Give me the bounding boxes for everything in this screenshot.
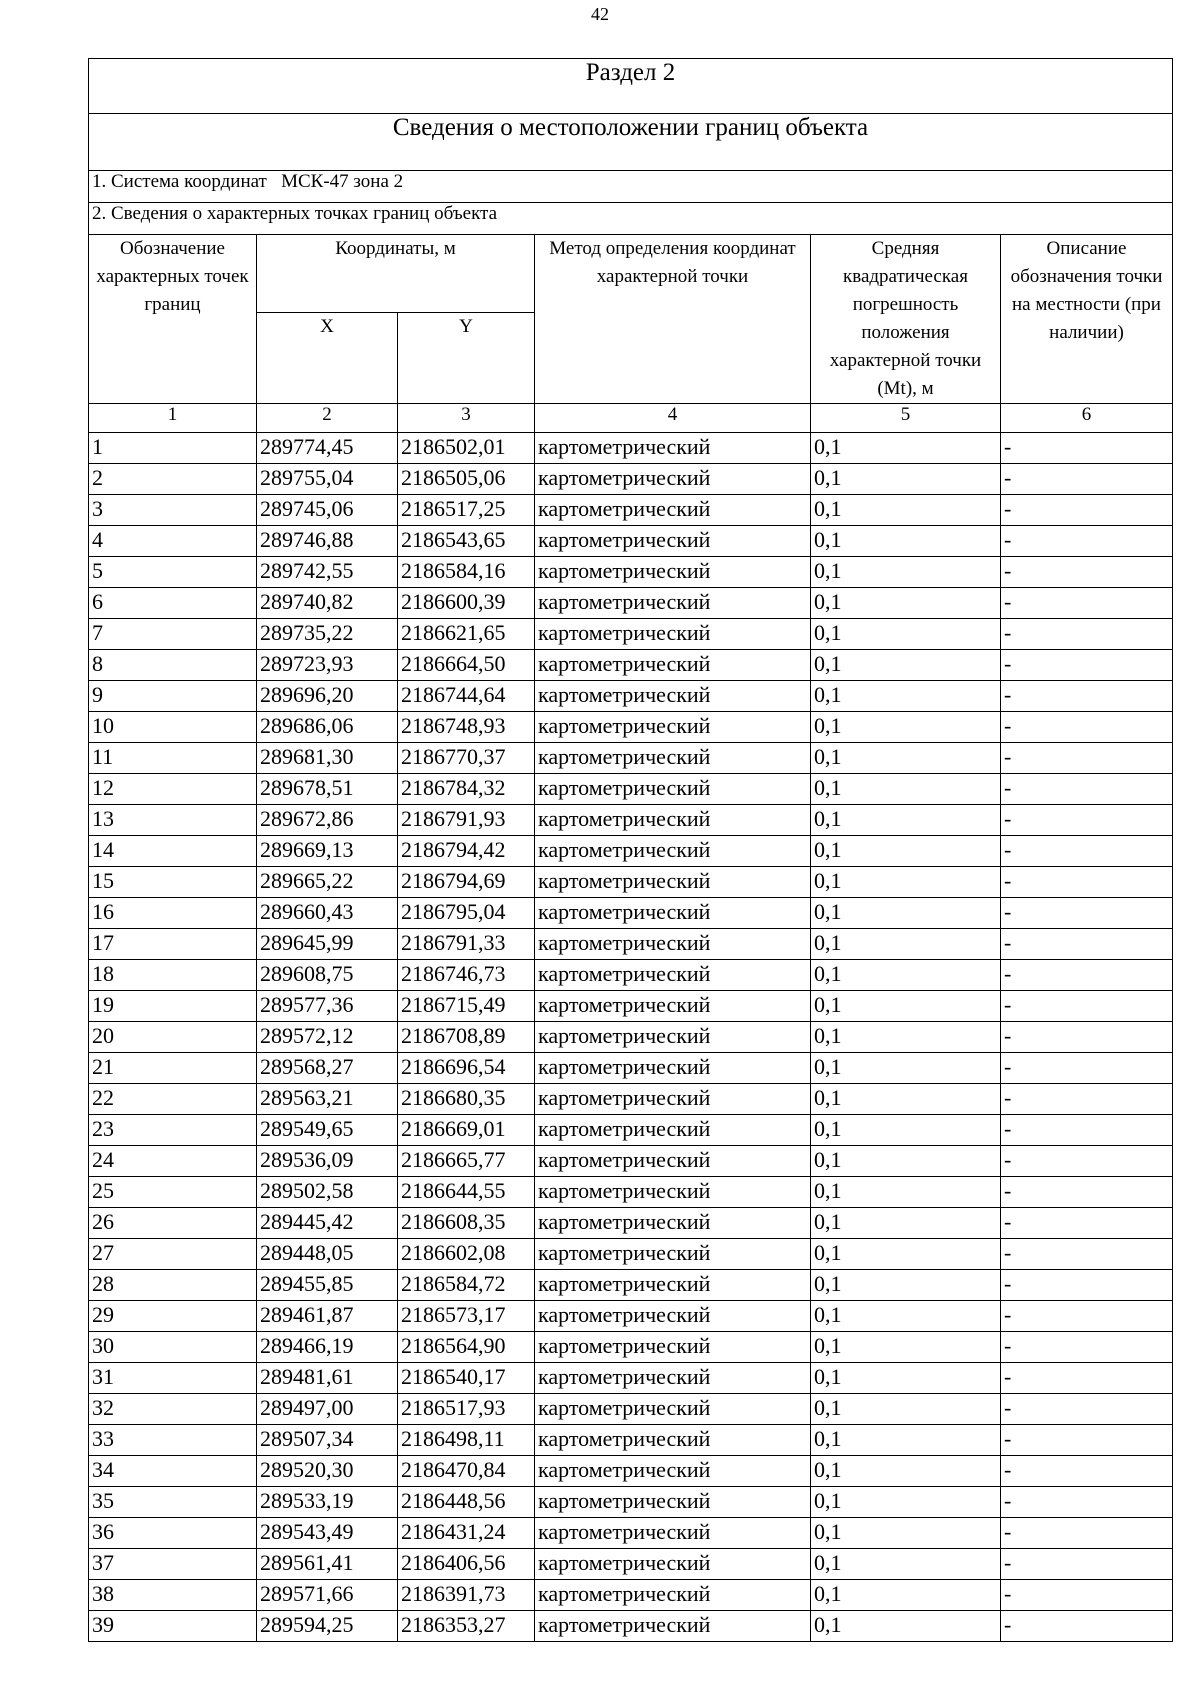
description-cell: -	[1001, 1084, 1173, 1115]
point-id-cell: 1	[89, 433, 257, 464]
point-id-cell: 9	[89, 681, 257, 712]
table-row	[89, 1177, 1173, 1208]
x-coordinate-cell: 289466,19	[257, 1332, 398, 1363]
error-cell: 0,1	[811, 1518, 1001, 1549]
error-cell: 0,1	[811, 1084, 1001, 1115]
column-number: 1	[89, 404, 257, 433]
method-cell: картометрический	[535, 681, 811, 712]
table-row	[89, 588, 1173, 619]
error-cell: 0,1	[811, 774, 1001, 805]
coordinate-system-line: 1. Система координат МСК-47 зона 2	[89, 171, 1173, 203]
table-row	[89, 1301, 1173, 1332]
x-coordinate-cell: 289572,12	[257, 1022, 398, 1053]
x-coordinate-cell: 289742,55	[257, 557, 398, 588]
x-coordinate-cell: 289455,85	[257, 1270, 398, 1301]
point-id-cell: 12	[89, 774, 257, 805]
x-coordinate-cell: 289549,65	[257, 1115, 398, 1146]
method-cell: картометрический	[535, 1301, 811, 1332]
y-coordinate-cell: 2186784,32	[398, 774, 535, 805]
error-cell: 0,1	[811, 1425, 1001, 1456]
y-coordinate-cell: 2186794,69	[398, 867, 535, 898]
description-cell: -	[1001, 836, 1173, 867]
error-cell: 0,1	[811, 557, 1001, 588]
table-row	[89, 960, 1173, 991]
y-coordinate-cell: 2186744,64	[398, 681, 535, 712]
description-cell: -	[1001, 1022, 1173, 1053]
description-cell: -	[1001, 712, 1173, 743]
description-cell: -	[1001, 1270, 1173, 1301]
table-row	[89, 1487, 1173, 1518]
error-cell: 0,1	[811, 1363, 1001, 1394]
method-cell: картометрический	[535, 1146, 811, 1177]
x-coordinate-cell: 289774,45	[257, 433, 398, 464]
table-row	[89, 1208, 1173, 1239]
point-id-cell: 30	[89, 1332, 257, 1363]
method-cell: картометрический	[535, 495, 811, 526]
point-id-cell: 29	[89, 1301, 257, 1332]
point-id-cell: 37	[89, 1549, 257, 1580]
y-coordinate-cell: 2186353,27	[398, 1611, 535, 1642]
header-method: Метод определения координат характерной точки	[535, 235, 811, 404]
table-row	[89, 774, 1173, 805]
description-cell: -	[1001, 960, 1173, 991]
description-cell: -	[1001, 495, 1173, 526]
y-coordinate-cell: 2186664,50	[398, 650, 535, 681]
y-coordinate-cell: 2186391,73	[398, 1580, 535, 1611]
method-cell: картометрический	[535, 1456, 811, 1487]
error-cell: 0,1	[811, 1177, 1001, 1208]
description-cell: -	[1001, 1394, 1173, 1425]
x-coordinate-cell: 289745,06	[257, 495, 398, 526]
y-coordinate-cell: 2186406,56	[398, 1549, 535, 1580]
y-coordinate-cell: 2186644,55	[398, 1177, 535, 1208]
description-cell: -	[1001, 1549, 1173, 1580]
y-coordinate-cell: 2186498,11	[398, 1425, 535, 1456]
y-coordinate-cell: 2186770,37	[398, 743, 535, 774]
y-coordinate-cell: 2186621,65	[398, 619, 535, 650]
method-cell: картометрический	[535, 1611, 811, 1642]
column-number: 5	[811, 404, 1001, 433]
x-coordinate-cell: 289543,49	[257, 1518, 398, 1549]
table-row	[89, 1394, 1173, 1425]
method-cell: картометрический	[535, 991, 811, 1022]
y-coordinate-cell: 2186470,84	[398, 1456, 535, 1487]
section-subtitle: Сведения о местоположении границ объекта	[89, 114, 1173, 171]
y-coordinate-cell: 2186680,35	[398, 1084, 535, 1115]
y-coordinate-cell: 2186573,17	[398, 1301, 535, 1332]
error-cell: 0,1	[811, 743, 1001, 774]
y-coordinate-cell: 2186600,39	[398, 588, 535, 619]
point-id-cell: 11	[89, 743, 257, 774]
error-cell: 0,1	[811, 619, 1001, 650]
y-coordinate-cell: 2186505,06	[398, 464, 535, 495]
x-coordinate-cell: 289571,66	[257, 1580, 398, 1611]
description-cell: -	[1001, 464, 1173, 495]
error-cell: 0,1	[811, 1394, 1001, 1425]
method-cell: картометрический	[535, 1022, 811, 1053]
point-id-cell: 6	[89, 588, 257, 619]
description-cell: -	[1001, 1146, 1173, 1177]
table-row	[89, 1270, 1173, 1301]
description-cell: -	[1001, 1611, 1173, 1642]
method-cell: картометрический	[535, 1580, 811, 1611]
x-coordinate-cell: 289461,87	[257, 1301, 398, 1332]
method-cell: картометрический	[535, 1177, 811, 1208]
table-row	[89, 1611, 1173, 1642]
y-coordinate-cell: 2186540,17	[398, 1363, 535, 1394]
table-row	[89, 557, 1173, 588]
point-id-cell: 7	[89, 619, 257, 650]
table-row	[89, 1549, 1173, 1580]
table-row	[89, 526, 1173, 557]
y-coordinate-cell: 2186517,93	[398, 1394, 535, 1425]
description-cell: -	[1001, 867, 1173, 898]
error-cell: 0,1	[811, 1332, 1001, 1363]
table-row	[89, 464, 1173, 495]
x-coordinate-cell: 289678,51	[257, 774, 398, 805]
header-x: X	[257, 312, 398, 403]
y-coordinate-cell: 2186517,25	[398, 495, 535, 526]
error-cell: 0,1	[811, 1053, 1001, 1084]
description-cell: -	[1001, 1363, 1173, 1394]
table-row	[89, 619, 1173, 650]
header-designation: Обозначение характерных точек границ	[89, 235, 257, 404]
point-id-cell: 22	[89, 1084, 257, 1115]
description-cell: -	[1001, 1456, 1173, 1487]
x-coordinate-cell: 289669,13	[257, 836, 398, 867]
boundary-table	[88, 58, 1173, 1642]
y-coordinate-cell: 2186448,56	[398, 1487, 535, 1518]
method-cell: картометрический	[535, 1487, 811, 1518]
table-row	[89, 1518, 1173, 1549]
point-id-cell: 21	[89, 1053, 257, 1084]
points-info-line: 2. Сведения о характерных точках границ объекта	[89, 203, 1173, 235]
x-coordinate-cell: 289723,93	[257, 650, 398, 681]
error-cell: 0,1	[811, 1270, 1001, 1301]
x-coordinate-cell: 289681,30	[257, 743, 398, 774]
error-cell: 0,1	[811, 1301, 1001, 1332]
description-cell: -	[1001, 1208, 1173, 1239]
point-id-cell: 35	[89, 1487, 257, 1518]
x-coordinate-cell: 289533,19	[257, 1487, 398, 1518]
header-coordinates: Координаты, м	[257, 235, 535, 313]
y-coordinate-cell: 2186669,01	[398, 1115, 535, 1146]
column-number: 6	[1001, 404, 1173, 433]
method-cell: картометрический	[535, 588, 811, 619]
error-cell: 0,1	[811, 836, 1001, 867]
description-cell: -	[1001, 1332, 1173, 1363]
error-cell: 0,1	[811, 1239, 1001, 1270]
x-coordinate-cell: 289594,25	[257, 1611, 398, 1642]
y-coordinate-cell: 2186748,93	[398, 712, 535, 743]
point-id-cell: 26	[89, 1208, 257, 1239]
y-coordinate-cell: 2186791,33	[398, 929, 535, 960]
error-cell: 0,1	[811, 805, 1001, 836]
y-coordinate-cell: 2186794,42	[398, 836, 535, 867]
method-cell: картометрический	[535, 1332, 811, 1363]
x-coordinate-cell: 289520,30	[257, 1456, 398, 1487]
point-id-cell: 28	[89, 1270, 257, 1301]
x-coordinate-cell: 289502,58	[257, 1177, 398, 1208]
x-coordinate-cell: 289746,88	[257, 526, 398, 557]
method-cell: картометрический	[535, 1394, 811, 1425]
method-cell: картометрический	[535, 743, 811, 774]
y-coordinate-cell: 2186708,89	[398, 1022, 535, 1053]
method-cell: картометрический	[535, 1270, 811, 1301]
method-cell: картометрический	[535, 1115, 811, 1146]
x-coordinate-cell: 289481,61	[257, 1363, 398, 1394]
description-cell: -	[1001, 774, 1173, 805]
method-cell: картометрический	[535, 1549, 811, 1580]
description-cell: -	[1001, 557, 1173, 588]
description-cell: -	[1001, 1177, 1173, 1208]
table-row	[89, 743, 1173, 774]
table-row	[89, 867, 1173, 898]
table-row	[89, 1084, 1173, 1115]
point-id-cell: 17	[89, 929, 257, 960]
point-id-cell: 38	[89, 1580, 257, 1611]
point-id-cell: 2	[89, 464, 257, 495]
method-cell: картометрический	[535, 1425, 811, 1456]
header-error: Средняя квадратическая погрешность положения характерной точки (Mt), м	[811, 235, 1001, 404]
y-coordinate-cell: 2186602,08	[398, 1239, 535, 1270]
table-row	[89, 1332, 1173, 1363]
error-cell: 0,1	[811, 1022, 1001, 1053]
table-row	[89, 1022, 1173, 1053]
y-coordinate-cell: 2186696,54	[398, 1053, 535, 1084]
point-id-cell: 19	[89, 991, 257, 1022]
table-row	[89, 433, 1173, 464]
description-cell: -	[1001, 929, 1173, 960]
x-coordinate-cell: 289645,99	[257, 929, 398, 960]
error-cell: 0,1	[811, 1208, 1001, 1239]
description-cell: -	[1001, 1425, 1173, 1456]
error-cell: 0,1	[811, 526, 1001, 557]
x-coordinate-cell: 289568,27	[257, 1053, 398, 1084]
table-row	[89, 495, 1173, 526]
error-cell: 0,1	[811, 929, 1001, 960]
point-id-cell: 27	[89, 1239, 257, 1270]
x-coordinate-cell: 289672,86	[257, 805, 398, 836]
method-cell: картометрический	[535, 774, 811, 805]
table-row	[89, 712, 1173, 743]
header-description: Описание обозначения точки на местности (при наличии)	[1001, 235, 1173, 404]
y-coordinate-cell: 2186795,04	[398, 898, 535, 929]
x-coordinate-cell: 289660,43	[257, 898, 398, 929]
x-coordinate-cell: 289686,06	[257, 712, 398, 743]
x-coordinate-cell: 289448,05	[257, 1239, 398, 1270]
header-y: Y	[398, 312, 535, 403]
point-id-cell: 39	[89, 1611, 257, 1642]
table-row	[89, 1053, 1173, 1084]
table-row	[89, 1456, 1173, 1487]
y-coordinate-cell: 2186715,49	[398, 991, 535, 1022]
point-id-cell: 34	[89, 1456, 257, 1487]
x-coordinate-cell: 289608,75	[257, 960, 398, 991]
point-id-cell: 24	[89, 1146, 257, 1177]
error-cell: 0,1	[811, 464, 1001, 495]
error-cell: 0,1	[811, 681, 1001, 712]
y-coordinate-cell: 2186665,77	[398, 1146, 535, 1177]
page-number: 42	[591, 4, 609, 24]
y-coordinate-cell: 2186584,72	[398, 1270, 535, 1301]
table-row	[89, 681, 1173, 712]
description-cell: -	[1001, 1301, 1173, 1332]
table-row	[89, 1146, 1173, 1177]
description-cell: -	[1001, 743, 1173, 774]
error-cell: 0,1	[811, 960, 1001, 991]
point-id-cell: 14	[89, 836, 257, 867]
error-cell: 0,1	[811, 650, 1001, 681]
y-coordinate-cell: 2186564,90	[398, 1332, 535, 1363]
description-cell: -	[1001, 805, 1173, 836]
x-coordinate-cell: 289755,04	[257, 464, 398, 495]
point-id-cell: 36	[89, 1518, 257, 1549]
point-id-cell: 10	[89, 712, 257, 743]
method-cell: картометрический	[535, 929, 811, 960]
x-coordinate-cell: 289740,82	[257, 588, 398, 619]
description-cell: -	[1001, 1518, 1173, 1549]
error-cell: 0,1	[811, 898, 1001, 929]
x-coordinate-cell: 289577,36	[257, 991, 398, 1022]
point-id-cell: 18	[89, 960, 257, 991]
table-row	[89, 650, 1173, 681]
error-cell: 0,1	[811, 588, 1001, 619]
x-coordinate-cell: 289696,20	[257, 681, 398, 712]
method-cell: картометрический	[535, 1084, 811, 1115]
x-coordinate-cell: 289445,42	[257, 1208, 398, 1239]
y-coordinate-cell: 2186746,73	[398, 960, 535, 991]
x-coordinate-cell: 289735,22	[257, 619, 398, 650]
method-cell: картометрический	[535, 433, 811, 464]
point-id-cell: 20	[89, 1022, 257, 1053]
description-cell: -	[1001, 1239, 1173, 1270]
method-cell: картометрический	[535, 898, 811, 929]
description-cell: -	[1001, 1487, 1173, 1518]
y-coordinate-cell: 2186502,01	[398, 433, 535, 464]
table-row	[89, 929, 1173, 960]
method-cell: картометрический	[535, 464, 811, 495]
description-cell: -	[1001, 681, 1173, 712]
table-row	[89, 1115, 1173, 1146]
point-id-cell: 3	[89, 495, 257, 526]
table-row	[89, 1580, 1173, 1611]
table-row	[89, 1363, 1173, 1394]
error-cell: 0,1	[811, 867, 1001, 898]
method-cell: картометрический	[535, 619, 811, 650]
point-id-cell: 13	[89, 805, 257, 836]
method-cell: картометрический	[535, 960, 811, 991]
x-coordinate-cell: 289561,41	[257, 1549, 398, 1580]
x-coordinate-cell: 289536,09	[257, 1146, 398, 1177]
description-cell: -	[1001, 1115, 1173, 1146]
section-title: Раздел 2	[89, 59, 1173, 114]
column-number: 3	[398, 404, 535, 433]
method-cell: картометрический	[535, 712, 811, 743]
error-cell: 0,1	[811, 1487, 1001, 1518]
table-row	[89, 991, 1173, 1022]
y-coordinate-cell: 2186608,35	[398, 1208, 535, 1239]
description-cell: -	[1001, 1053, 1173, 1084]
error-cell: 0,1	[811, 1611, 1001, 1642]
method-cell: картометрический	[535, 805, 811, 836]
x-coordinate-cell: 289665,22	[257, 867, 398, 898]
point-id-cell: 31	[89, 1363, 257, 1394]
y-coordinate-cell: 2186431,24	[398, 1518, 535, 1549]
description-cell: -	[1001, 991, 1173, 1022]
error-cell: 0,1	[811, 1580, 1001, 1611]
point-id-cell: 23	[89, 1115, 257, 1146]
description-cell: -	[1001, 1580, 1173, 1611]
description-cell: -	[1001, 650, 1173, 681]
point-id-cell: 8	[89, 650, 257, 681]
error-cell: 0,1	[811, 1146, 1001, 1177]
error-cell: 0,1	[811, 712, 1001, 743]
method-cell: картометрический	[535, 867, 811, 898]
y-coordinate-cell: 2186584,16	[398, 557, 535, 588]
error-cell: 0,1	[811, 495, 1001, 526]
error-cell: 0,1	[811, 1549, 1001, 1580]
table-row	[89, 805, 1173, 836]
column-number: 2	[257, 404, 398, 433]
description-cell: -	[1001, 619, 1173, 650]
table-row	[89, 898, 1173, 929]
x-coordinate-cell: 289563,21	[257, 1084, 398, 1115]
description-cell: -	[1001, 898, 1173, 929]
description-cell: -	[1001, 433, 1173, 464]
method-cell: картометрический	[535, 557, 811, 588]
x-coordinate-cell: 289507,34	[257, 1425, 398, 1456]
point-id-cell: 25	[89, 1177, 257, 1208]
error-cell: 0,1	[811, 1115, 1001, 1146]
point-id-cell: 5	[89, 557, 257, 588]
point-id-cell: 15	[89, 867, 257, 898]
y-coordinate-cell: 2186543,65	[398, 526, 535, 557]
method-cell: картометрический	[535, 1208, 811, 1239]
table-row	[89, 1239, 1173, 1270]
method-cell: картометрический	[535, 836, 811, 867]
error-cell: 0,1	[811, 991, 1001, 1022]
point-id-cell: 4	[89, 526, 257, 557]
error-cell: 0,1	[811, 433, 1001, 464]
point-id-cell: 16	[89, 898, 257, 929]
method-cell: картометрический	[535, 650, 811, 681]
description-cell: -	[1001, 526, 1173, 557]
column-number: 4	[535, 404, 811, 433]
method-cell: картометрический	[535, 1518, 811, 1549]
method-cell: картометрический	[535, 1363, 811, 1394]
x-coordinate-cell: 289497,00	[257, 1394, 398, 1425]
method-cell: картометрический	[535, 1053, 811, 1084]
point-id-cell: 32	[89, 1394, 257, 1425]
method-cell: картометрический	[535, 526, 811, 557]
description-cell: -	[1001, 588, 1173, 619]
point-id-cell: 33	[89, 1425, 257, 1456]
error-cell: 0,1	[811, 1456, 1001, 1487]
table-row	[89, 836, 1173, 867]
table-row	[89, 1425, 1173, 1456]
method-cell: картометрический	[535, 1239, 811, 1270]
y-coordinate-cell: 2186791,93	[398, 805, 535, 836]
